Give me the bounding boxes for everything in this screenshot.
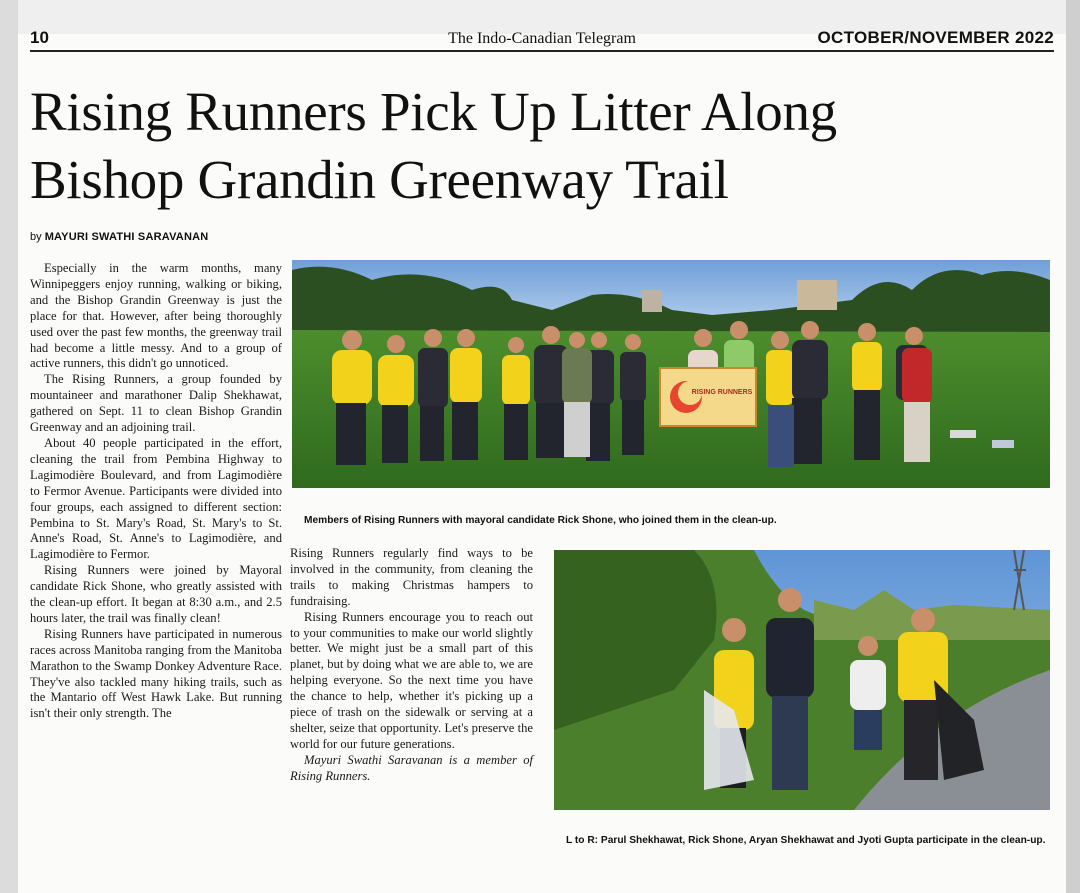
cleanup-photo-caption: L to R: Parul Shekhawat, Rick Shone, Aryan Shekhawat and Jyoti Gupta participate in the clean-up. xyxy=(566,835,1046,846)
author-note: Mayuri Swathi Saravanan is a member of Rising Runners. xyxy=(290,752,533,783)
publication-name: The Indo-Canadian Telegram xyxy=(448,30,636,47)
banner-text: RISING RUNNERS xyxy=(691,389,753,396)
newspaper-page xyxy=(18,0,1066,893)
paragraph: The Rising Runners, a group founded by mountaineer and marathoner Dalip Shekhawat, gathered on Sept. 11 to clean Bishop Grandin Greenway and an adjoining trail. xyxy=(30,372,282,435)
byline-author: MAYURI SWATHI SARAVANAN xyxy=(44,231,209,243)
cleanup-photo xyxy=(554,550,1050,810)
group-photo xyxy=(292,260,1050,488)
paragraph: Rising Runners encourage you to reach out to your communities to make our world slightly better. We might just be a small part of this planet, but by doing what we are able to, we are helping everyone. So the next time you have the chance to help, whether it's picking up a piece of trash on the sidewalk or serving at a shelter, seize that opportunity. Let's preserve the world for our future generations. xyxy=(290,609,533,751)
article-column-1 xyxy=(30,261,282,722)
page-edge-shadow xyxy=(1066,0,1080,893)
headline-line-2: Bishop Grandin Greenway Trail xyxy=(30,149,729,210)
headline xyxy=(30,78,1030,214)
paragraph: Rising Runners were joined by Mayoral candidate Rick Shone, who greatly assisted with the clean-up effort. It began at 8:30 a.m., and 2.5 hours later, the trail was finally clean! xyxy=(30,563,282,625)
paragraph: Especially in the warm months, many Winnipeggers enjoy running, walking or biking, and the Bishop Grandin Greenway is just the place for that. However, after being thoroughly used over the past few months, the greenway trail had become a little messy. And to a group of active runners, this didn't go unnoticed. xyxy=(30,261,282,371)
paragraph: About 40 people participated in the effort, cleaning the trail from Pembina Highway to Lagimodière Boulevard, and from Lagimodière to Fermor Avenue. Participants were divided into four groups, each assigned to different section: Pembina to St. Mary's Road, St. Mary's to St. Anne's Road, St. Anne's to Lagimodière, and Lagimodière to Fermor. xyxy=(30,435,282,562)
paragraph: Rising Runners have participated in numerous races across Manitoba ranging from the Manitoba Marathon to the Swamp Donkey Adventure Race. They've also tackled many hiking trails, such as the Mantario off West Hawk Lake. But running isn't their only strength. The xyxy=(30,626,282,721)
paragraph: Rising Runners regularly find ways to be involved in the community, from cleaning the trails to making Christmas hampers to fundraising. xyxy=(290,546,533,608)
page-number: 10 xyxy=(30,28,49,47)
group-photo-caption: Members of Rising Runners with mayoral candidate Rick Shone, who joined them in the clean-up. xyxy=(304,515,777,526)
headline-line-1: Rising Runners Pick Up Litter Along xyxy=(30,81,837,142)
byline-prefix: by xyxy=(30,231,42,243)
article-column-2 xyxy=(290,546,533,785)
page-header xyxy=(30,28,1054,52)
issue-date: OCTOBER/NOVEMBER 2022 xyxy=(817,28,1054,47)
byline xyxy=(30,231,208,243)
